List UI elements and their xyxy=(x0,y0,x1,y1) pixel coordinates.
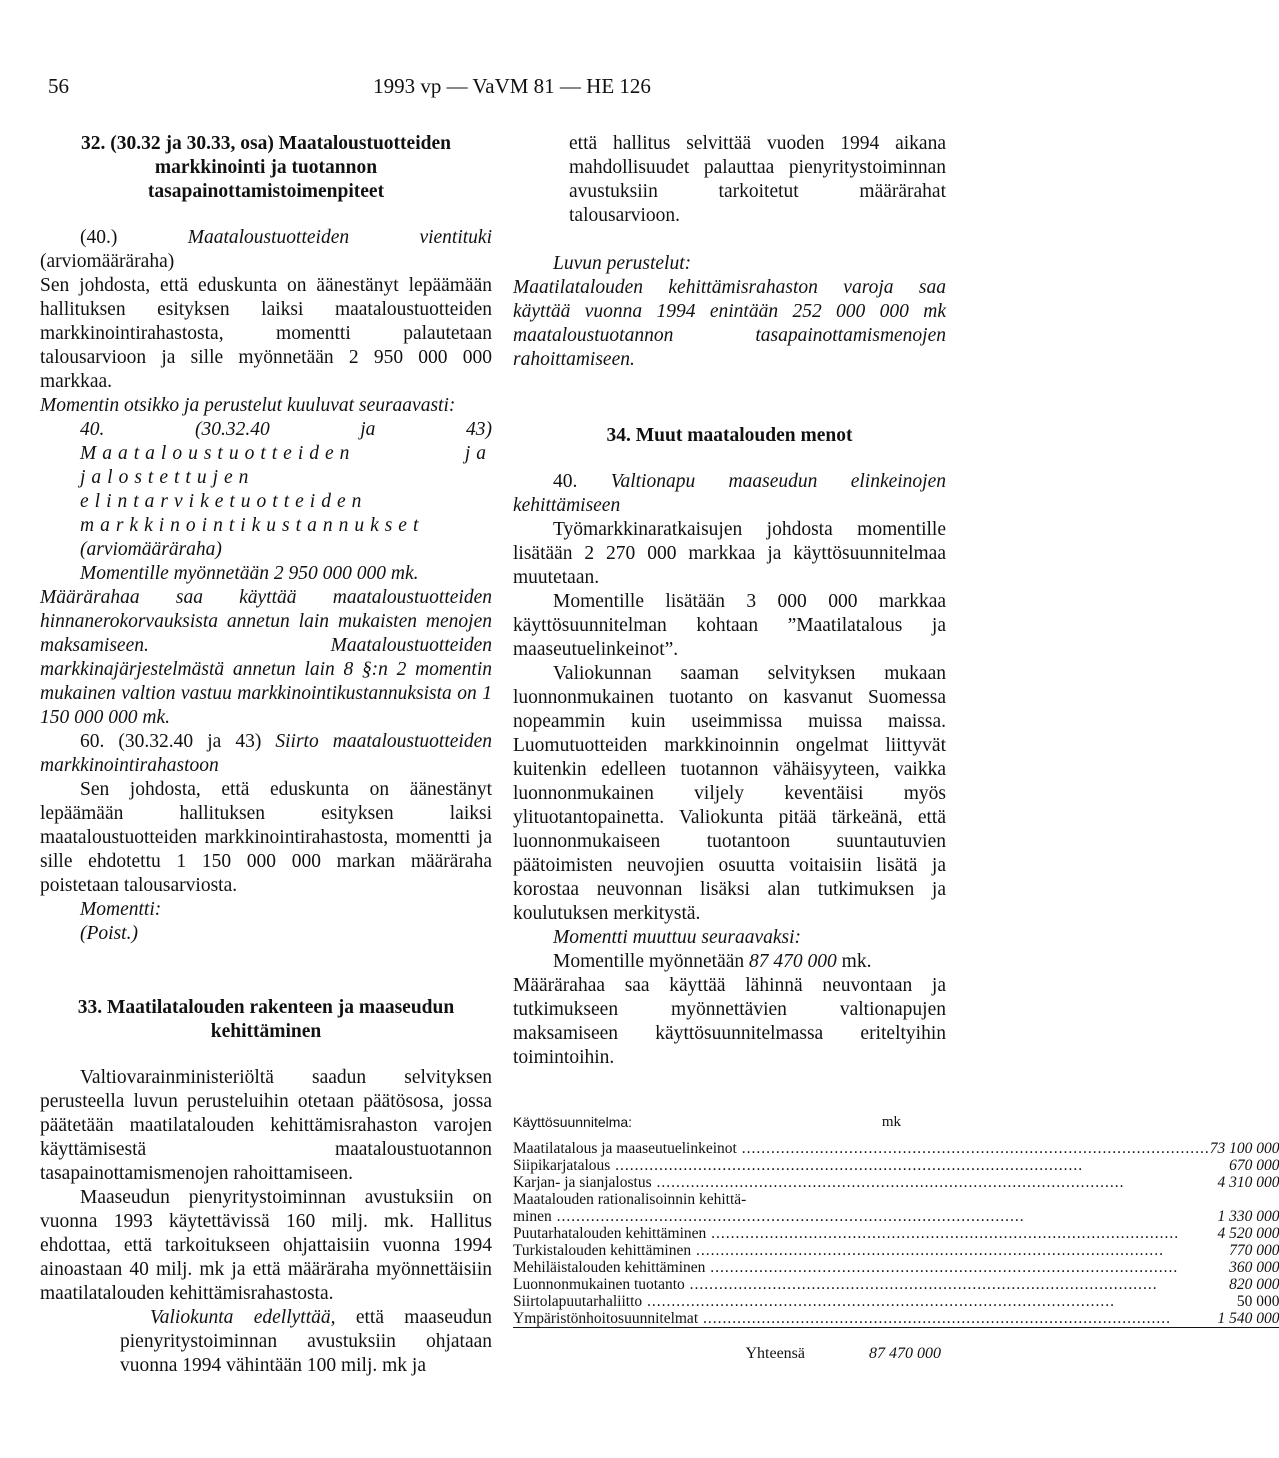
row-label: Ympäristönhoitosuunnitelmat ..... xyxy=(513,1310,1210,1328)
statement-text: että maaseudun pienyritystoiminnan avustuksiin ohjataan vuonna 1994 vähintään 100 milj. mk ja xyxy=(120,1307,493,1376)
row-label: Mehiläistalouden kehittäminen ..... xyxy=(513,1259,1210,1276)
item-title-spaced: Maataloustuotteiden ja jalostettujen elintarviketuotteiden markkinointikustannukset xyxy=(80,443,492,536)
paragraph-momentti-palautetaan: Sen johdosta, että eduskunta on äänestänyt lepäämään hallituksen esityksen laiksi maataloustuotteiden markkinointirahastosta, momentti palautetaan talousarvioon ja sille myönnetään 2 950 000 000 markkaa. xyxy=(40,275,492,392)
row-label: Luonnonmukainen tuotanto ..... xyxy=(513,1276,1210,1293)
item-number: 40. (30.32.40 ja 43) xyxy=(80,419,492,440)
total-label: Yhteensä xyxy=(745,1345,805,1362)
row-value: 670 000 xyxy=(1229,1157,1279,1174)
row-value: 1 540 000 xyxy=(1210,1310,1279,1328)
total-value: 87 470 000 xyxy=(869,1345,941,1362)
paragraph-60-siirto xyxy=(40,730,492,778)
left-column xyxy=(40,132,492,1378)
row-label: Karjan- ja sianjalostus ..... xyxy=(513,1174,1210,1191)
row-value: 50 000 xyxy=(1236,1293,1279,1310)
paragraph-maararahaa-kayttaa: Määrärahaa saa käyttää lähinnä neuvontaan ja tutkimukseen myönnettävien valtionapujen maksamiseen käyttösuunnitelmassa eriteltyihin toimintoihin. xyxy=(513,975,946,1068)
paragraph-momentti-poistetaan: Sen johdosta, että eduskunta on äänestänyt lepäämään hallituksen esityksen laiksi maataloustuotteiden markkinointirahastosta, momentti ja sille ehdotettu 1 150 000 000 markan määräraha poistetaan talousarviosta. xyxy=(40,779,492,896)
item-number: 40. xyxy=(553,471,578,492)
row-label: Siipikarjatalous ..... xyxy=(513,1157,1210,1174)
item-type: (arviomääräraha) xyxy=(80,539,222,560)
paragraph-lisataan: Momentille lisätään 3 000 000 markkaa käyttösuunnitelman kohtaan ”Maatilatalous ja maaseutuelinkeinot”. xyxy=(513,591,946,660)
item-title: Siirto maataloustuotteiden markkinointirahastoon xyxy=(40,731,492,776)
section-heading-33: 33. Maatilatalouden rakenteen ja maaseudun kehittäminen xyxy=(77,997,455,1042)
table-row xyxy=(513,1191,1279,1208)
table-row xyxy=(513,1276,1279,1293)
paragraph-40-valtionapu xyxy=(513,470,946,518)
row-label: Turkistalouden kehittäminen ..... xyxy=(513,1242,1210,1259)
paragraph-momentti-label: Momentti: xyxy=(80,899,162,920)
row-value: 4 310 000 xyxy=(1217,1174,1279,1191)
table-unit: mk xyxy=(881,1114,901,1130)
table-row xyxy=(513,1208,1279,1225)
row-label: Siirtolapuutarhaliitto ..... xyxy=(513,1293,1210,1310)
row-value: 820 000 xyxy=(1229,1276,1279,1293)
row-label: minen ..... xyxy=(513,1208,1210,1225)
page-number: 56 xyxy=(48,74,69,98)
item-number: (40.) xyxy=(80,227,118,248)
paragraph-valtiovarainministerio: Valtiovarainministeriöltä saadun selvityksen perusteella luvun perusteluihin otetaan päätösosa, jossa päätetään maatilatalouden kehittämisrahaston varojen käyttämisestä maataloustuotannon tasapainottamismenojen rahoittamiseen. xyxy=(40,1067,492,1184)
paragraph-pienyritystoiminta: Maaseudun pienyritystoiminnan avustuksiin on vuonna 1993 käytettävissä 160 milj. mk. Hallitus ehdottaa, että tarkoitukseen ohjattaisiin vuonna 1994 ainoastaan 40 milj. mk ja että määräraha myönnettäisiin maatilatalouden kehittämisrahastosta. xyxy=(40,1187,492,1304)
paragraph-kehittamisrahasto: Maatilatalouden kehittämisrahaston varoja saa käyttää vuonna 1994 enintään 252 000 000 mk maataloustuotannon tasapainottamismenojen rahoittamiseen. xyxy=(513,277,946,370)
paragraph-hallitus-selvittaa: että hallitus selvittää vuoden 1994 aikana mahdollisuudet palauttaa pienyritystoiminnan avustuksiin tarkoitetut määrärahat talousarvioon. xyxy=(569,133,946,226)
total-row xyxy=(513,1342,941,1366)
paragraph-myonnetaan: Momentille myönnetään 2 950 000 000 mk. xyxy=(80,563,419,584)
item-title: Valtionapu maaseudun elinkeinojen kehittämiseen xyxy=(513,471,947,516)
paragraph-luvun-perustelut: Luvun perustelut: xyxy=(553,253,692,274)
row-value: 73 100 000 xyxy=(1209,1140,1279,1157)
paragraph-luonnonmukainen: Valiokunnan saaman selvityksen mukaan luonnonmukainen tuotanto on kasvanut Suomessa nopeammin kuin useimmissa muissa maissa. Luomutuotteiden markkinoinnin ongelmat liittyvät kuitenkin edelleen tuotannon vähäisyyteen, vaikka luonnonmukainen viljely keventäisi myös ylituotantopainetta. Valiokunta pitää tärkeänä, että luonnonmukaiseen tuotantoon suuntautuvien päätoimisten neuvojien osuutta voitaisiin lisätä ja korostaa neuvonnan lisäksi alan tutkimuksen ja koulutuksen merkitystä. xyxy=(513,663,946,924)
table-row xyxy=(513,1157,1279,1174)
table-row xyxy=(513,1140,1279,1157)
usage-plan xyxy=(513,1110,1279,1366)
table-row xyxy=(513,1225,1279,1242)
table-row xyxy=(513,1310,1279,1328)
table-row xyxy=(513,1293,1279,1310)
row-label: Maatalouden rationalisoinnin kehittä- xyxy=(513,1191,747,1208)
item-title: Maataloustuotteiden vientituki xyxy=(187,227,493,248)
table-caption: Käyttösuunnitelma: xyxy=(513,1114,633,1130)
item-number: 60. (30.32.40 ja 43) xyxy=(80,731,262,752)
paragraph-40-vientituki xyxy=(40,226,492,274)
paragraph-valiokunta-edellyttaa xyxy=(40,1306,492,1378)
paragraph-maararahaa-saa: Määrärahaa saa käyttää maataloustuotteiden hinnanerokorvauksista annetun lain mukaisten menojen maksamiseen. Maataloustuotteiden markkinajärjestelmästä annetun lain 8 §:n 2 momentin mukainen valtion vastuu markkinointikustannuksista on 1 150 000 000 mk. xyxy=(40,587,492,728)
item-type: (arviomääräraha) xyxy=(40,251,175,272)
row-value: 770 000 xyxy=(1229,1242,1279,1259)
paragraph-perustelut-intro: Momentin otsikko ja perustelut kuuluvat seuraavasti: xyxy=(40,395,456,416)
paragraph-40-markkinointikustannukset xyxy=(80,418,492,562)
section-heading-34: 34. Muut maatalouden menot xyxy=(606,425,853,446)
row-label: Puutarhatalouden kehittäminen ..... xyxy=(513,1225,1210,1242)
row-value xyxy=(1210,1191,1279,1208)
paragraph-momentti-muuttuu: Momentti muuttuu seuraavaksi: xyxy=(553,927,802,948)
section-heading-32: 32. (30.32 ja 30.33, osa) Maataloustuotteiden markkinointi ja tuotannon tasapainottamistoimenpiteet xyxy=(81,133,451,202)
right-column xyxy=(513,132,1279,1366)
usage-plan-table xyxy=(513,1140,1279,1328)
row-value: 4 520 000 xyxy=(1217,1225,1279,1242)
paragraph-tyomarkkinaratkaisut: Työmarkkinaratkaisujen johdosta momentille lisätään 2 270 000 markkaa ja käyttösuunnitelmaa muutetaan. xyxy=(513,519,946,588)
row-value: 360 000 xyxy=(1229,1259,1279,1276)
table-row xyxy=(513,1242,1279,1259)
page-header-title: 1993 vp — VaVM 81 — HE 126 xyxy=(373,74,651,98)
table-row xyxy=(513,1259,1279,1276)
table-row xyxy=(513,1174,1279,1191)
row-label: Maatilatalous ja maaseutuelinkeinot ..... xyxy=(513,1140,1210,1157)
paragraph-poist: (Poist.) xyxy=(80,923,138,944)
statement-lead: Valiokunta edellyttää, xyxy=(150,1307,336,1328)
paragraph-momentille-myonnetaan: Momentille myönnetään 87 470 000 mk. xyxy=(553,951,872,972)
row-value: 1 330 000 xyxy=(1217,1208,1279,1225)
appropriation-amount: 87 470 000 xyxy=(749,951,837,972)
